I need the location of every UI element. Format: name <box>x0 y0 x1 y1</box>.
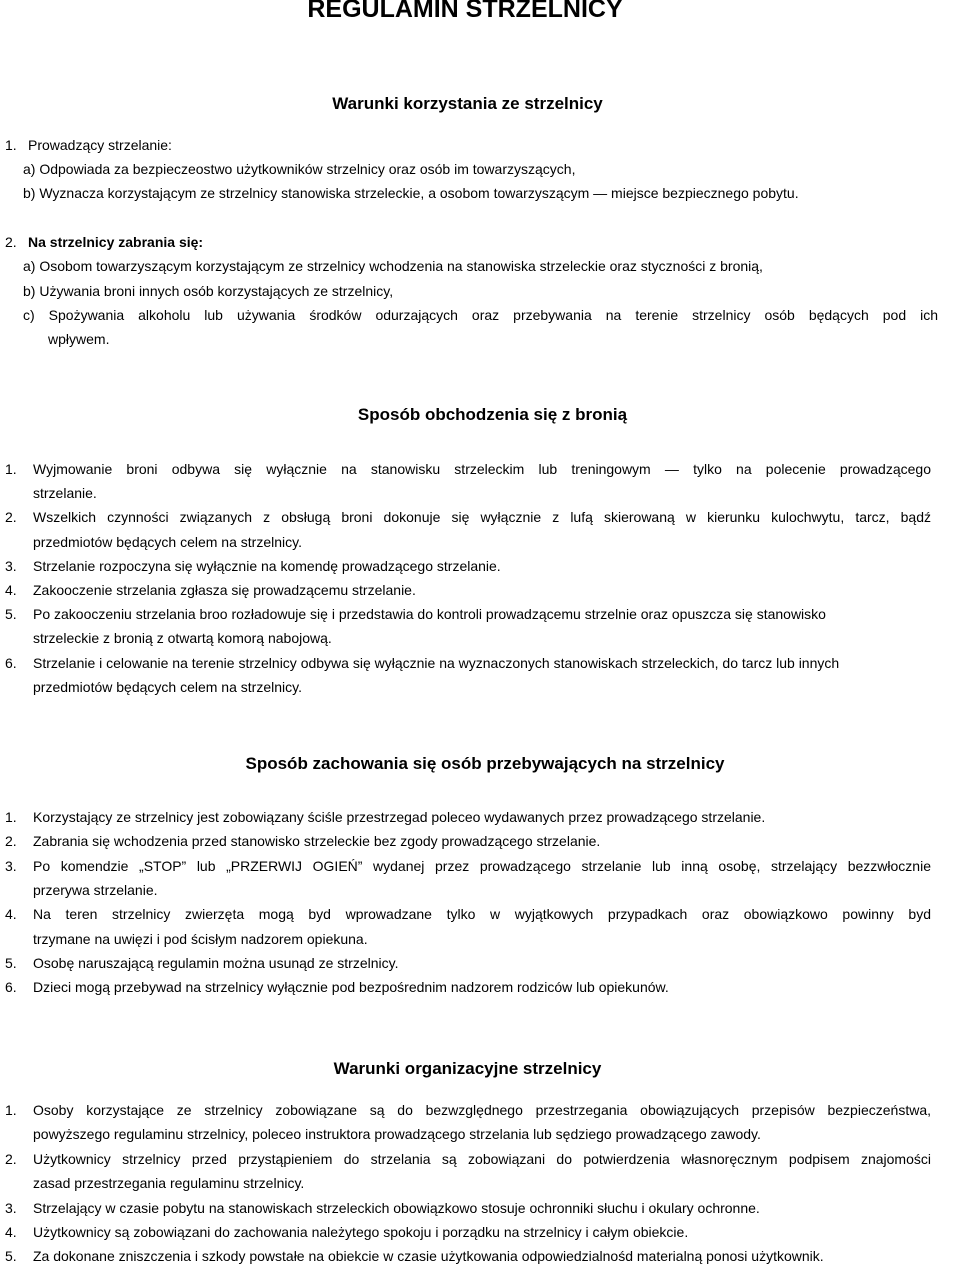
item-number: 4. <box>5 1224 17 1240</box>
item-number: 5. <box>5 1248 17 1265</box>
list-item: Za dokonane zniszczenia i szkody powstałe na obiekcie w czasie użytkowania odpowiedzialnośd materialną ponosi użytkownik. <box>33 1248 824 1265</box>
list-item: Wszelkich czynności związanych z obsługą broni dokonuje się wyłącznie z lufą skierowaną w kierunku kulochwytu, tarcz, bądź <box>33 509 931 526</box>
list-item: Zabrania się wchodzenia przed stanowisko strzeleckie bez zgody prowadzącego strzelanie. <box>33 833 601 850</box>
list-item: Strzelanie rozpoczyna się wyłącznie na komendę prowadzącego strzelanie. <box>33 557 501 574</box>
section-heading-conditions-of-use: Warunki korzystania ze strzelnicy <box>332 94 603 113</box>
item-label-prohibited: Na strzelnicy zabrania się: <box>28 234 204 250</box>
list-item-continuation: powyższego regulaminu strzelnicy, poleceo instruktora prowadzącego strzelania lub sędziego prowadzącego zawody. <box>33 1126 761 1143</box>
item-number: 1. <box>5 809 17 825</box>
item-label-range-officer: Prowadzący strzelanie: <box>28 137 172 153</box>
list-item: Strzelający w czasie pobytu na stanowiskach strzeleckich obowiązkowo stosuje ochronniki słuchu i okulary ochronne. <box>33 1199 760 1216</box>
item-number: 1. <box>5 137 17 153</box>
list-item: a) Osobom towarzyszącym korzystającym ze strzelnicy wchodzenia na stanowiska strzeleckie oraz styczności z bronią, <box>23 258 763 274</box>
item-number: 2. <box>5 833 17 850</box>
list-item-continuation: przedmiotów będących celem na strzelnicy. <box>33 533 302 550</box>
item-number: 5. <box>5 606 17 623</box>
list-item-continuation: strzeleckie z bronią z otwartą komorą nabojową. <box>33 630 332 647</box>
list-item-continuation: przedmiotów będących celem na strzelnicy. <box>33 678 302 695</box>
item-number: 2. <box>5 509 17 526</box>
list-item: Użytkownicy są zobowiązani do zachowania należytego spokoju i porządku na strzelnicy i całym obiekcie. <box>33 1224 689 1240</box>
list-item: Osobę naruszającą regulamin można usunąd ze strzelnicy. <box>33 954 399 971</box>
list-item: Użytkownicy strzelnicy przed przystąpieniem do strzelania są zobowiązani do potwierdzenia własnoręcznym podpisem znajomości <box>33 1150 931 1167</box>
item-number: 3. <box>5 1199 17 1216</box>
item-number: 2. <box>5 1150 17 1167</box>
list-item: Po komendzie „STOP” lub „PRZERWIJ OGIEŃ” wydanej przez prowadzącego strzelanie lub inną osobę, strzelający bezzwłocznie <box>33 857 931 874</box>
list-item: b) Używania broni innych osób korzystających ze strzelnicy, <box>23 283 394 299</box>
item-number: 3. <box>5 557 17 574</box>
list-item: Po zakooczeniu strzelania broo rozładowuje się i przedstawia do kontroli prowadzącemu strzelnie oraz opuszcza się stanowisko <box>33 606 826 623</box>
list-item: Dzieci mogą przebywad na strzelnicy wyłącznie pod bezpośrednim nadzorem rodziców lub opiekunów. <box>33 979 669 996</box>
item-number: 6. <box>5 654 17 671</box>
list-item-continuation: strzelanie. <box>33 485 97 502</box>
list-item: Strzelanie i celowanie na terenie strzelnicy odbywa się wyłącznie na wyznaczonych stanowiskach strzeleckich, do tarcz lub innych <box>33 654 840 671</box>
list-item: b) Wyznacza korzystającym ze strzelnicy stanowiska strzeleckie, a osobom towarzyszącym — miejsce bezpiecznego pobytu. <box>23 185 799 201</box>
list-item-continuation: wpływem. <box>48 331 110 347</box>
list-item-continuation: przerywa strzelanie. <box>33 881 158 898</box>
item-number: 5. <box>5 954 17 971</box>
item-number: 4. <box>5 906 17 923</box>
section-heading-weapon-handling: Sposób obchodzenia się z bronią <box>357 405 628 424</box>
list-item: c) Spożywania alkoholu lub używania środków odurzających oraz przebywania na terenie strzelnicy osób będących pod ich <box>23 307 938 323</box>
document-title: REGULAMIN STRZELNICY <box>307 0 623 23</box>
item-number: 6. <box>5 979 17 996</box>
list-item-continuation: zasad przestrzegania regulaminu strzelnicy. <box>33 1175 305 1192</box>
list-item: a) Odpowiada za bezpieczeostwo użytkowników strzelnicy oraz osób im towarzyszących, <box>23 161 576 177</box>
item-number: 4. <box>5 582 17 598</box>
list-item-continuation: trzymane na uwięzi i pod ścisłym nadzorem opiekuna. <box>33 930 368 947</box>
list-item: Zakooczenie strzelania zgłasza się prowadzącemu strzelanie. <box>33 582 416 598</box>
list-item: Korzystający ze strzelnicy jest zobowiązany ściśle przestrzegad poleceo wydawanych przez prowadzącego strzelanie. <box>33 809 766 825</box>
item-number: 1. <box>5 461 17 477</box>
item-number: 2. <box>5 234 17 250</box>
item-number: 1. <box>5 1102 17 1118</box>
item-number: 3. <box>5 857 17 874</box>
list-item: Osoby korzystające ze strzelnicy zobowiązane są do bezwzględnego przestrzegania obowiązujących przepisów bezpieczeństwa, <box>33 1102 931 1118</box>
list-item: Na teren strzelnicy zwierzęta mogą byd wprowadzane tylko w wyjątkowych przypadkach oraz obowiązkowo powinny byd <box>33 906 931 923</box>
list-item: Wyjmowanie broni odbywa się wyłącznie na stanowisku strzeleckim lub treningowym — tylko na polecenie prowadzącego <box>33 461 931 477</box>
section-heading-behaviour: Sposób zachowania się osób przebywających na strzelnicy <box>245 754 725 773</box>
section-heading-organizational: Warunki organizacyjne strzelnicy <box>333 1059 602 1078</box>
